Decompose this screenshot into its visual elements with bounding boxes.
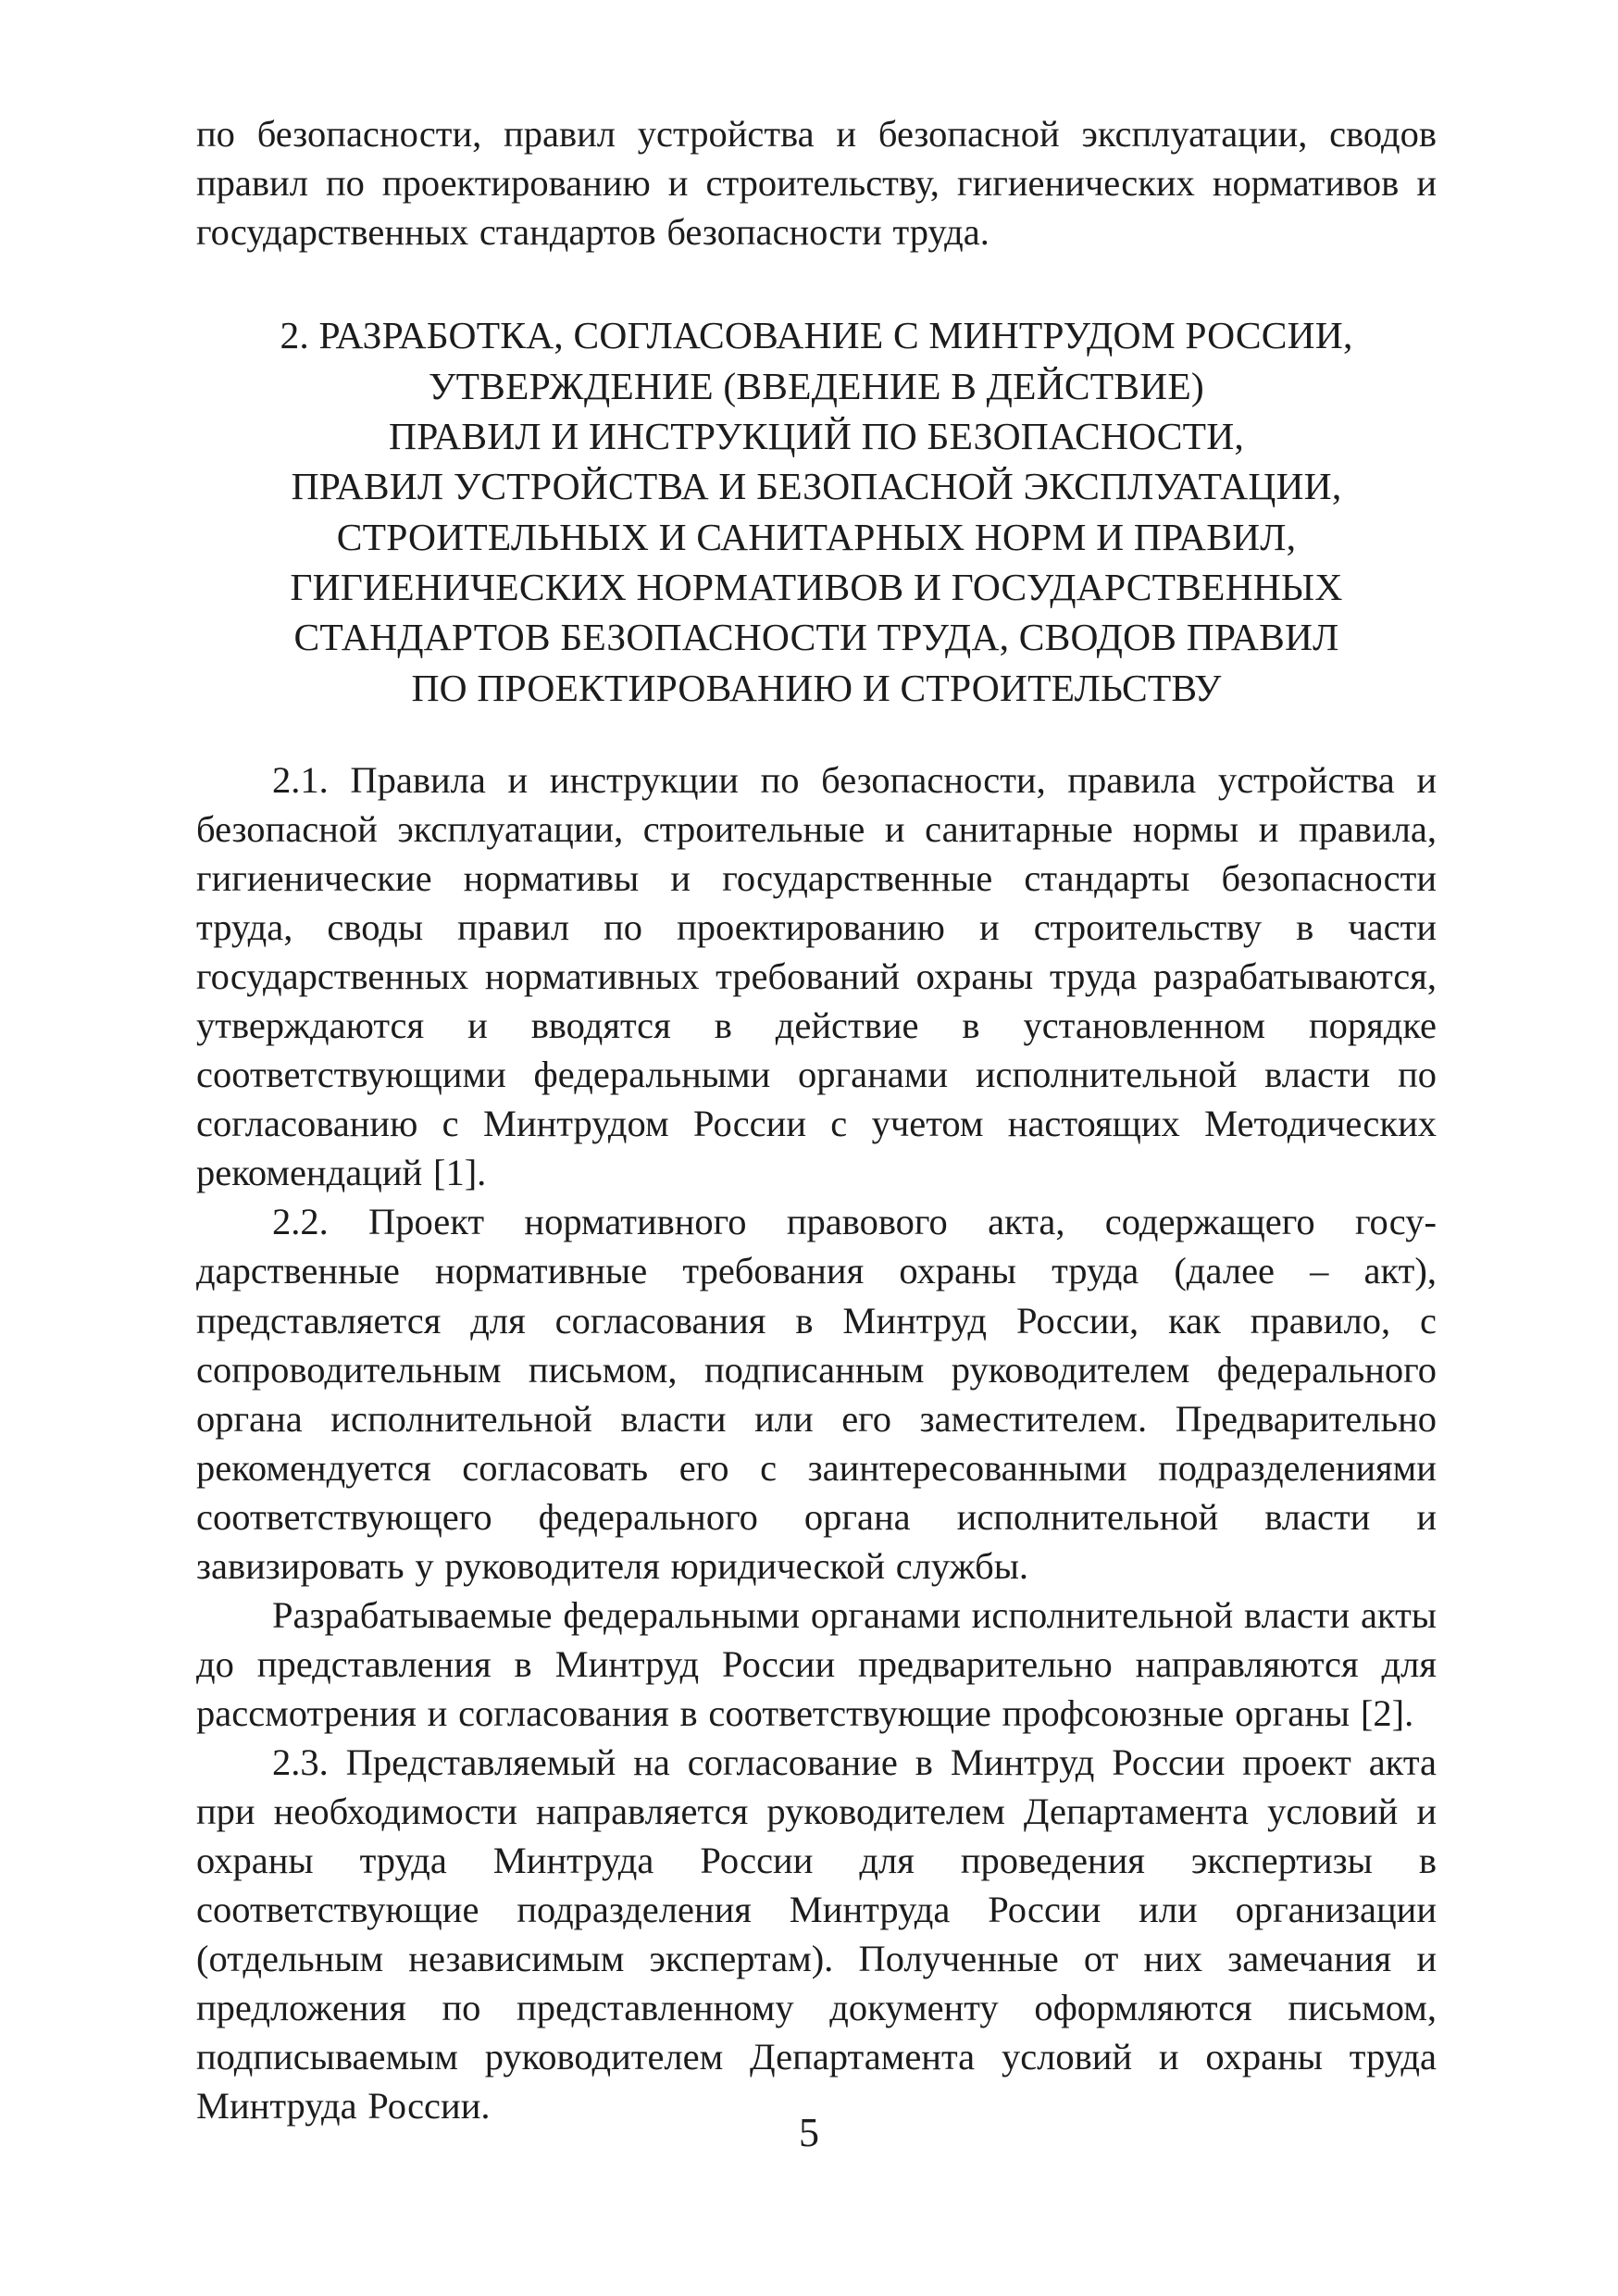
paragraph-2-1: 2.1. Правила и инструкции по безопасности, правила устройства и безопасной эксплуатации, строительные и санитарные нормы и правила, гигиенические нормативы и государственные стандарты безопасности труда, своды правил по проектированию и строительству в части государственных нормативных требований охраны труда разрабатываются, утверждаются и вводятся в действие в установленном порядке соответствующими федеральными органами исполнительной власти по согласованию с Минтрудом России с учетом настоящих Методических рекомендаций [1]. bbox=[196, 759, 1437, 1194]
paragraph-2-3: 2.3. Представляемый на согласование в Минтруд России проект акта при необходимости направляется руководителем Департамента условий и охраны труда Минтруда России для проведения экспертизы в соответствующие подразделения Минтруда России или организации (отдельным независимым экспертам). Полученные от них замечания и предложения по представленному документу оформляются письмом, подписываемым руководителем Департамента условий и охраны труда Минтруда России. bbox=[196, 1741, 1437, 2128]
section-heading-line: СТРОИТЕЛЬНЫХ И САНИТАРНЫХ НОРМ И ПРАВИЛ, bbox=[336, 515, 1297, 558]
section-heading-line: ПРАВИЛ УСТРОЙСТВА И БЕЗОПАСНОЙ ЭКСПЛУАТАЦИИ, bbox=[291, 465, 1342, 508]
section-heading-line: ПРАВИЛ И ИНСТРУКЦИЙ ПО БЕЗОПАСНОСТИ, bbox=[389, 414, 1244, 457]
intro-paragraph: по безопасности, правил устройства и безопасной эксплуатации, сводов правил по проектированию и строительству, гигиенических нормативов и государственных стандартов безопасности труда. bbox=[196, 113, 1437, 254]
paragraph-2-2: 2.2. Проект нормативного правового акта, содержащего государственные нормативные требования охраны труда (далее – акт), представляется для согласования в Минтруд России, как правило, с сопроводительным письмом, подписанным руководителем федерального органа исполнительной власти или его заместителем. Предварительно рекомендуется согласовать его с заинтересованными подразделениями соответствующего федерального органа исполнительной власти и завизировать у руководителя юридической службы. bbox=[196, 1201, 1437, 1587]
document-page bbox=[196, 109, 1437, 2130]
section-heading bbox=[196, 310, 1437, 713]
section-heading-line: ПО ПРОЕКТИРОВАНИЮ И СТРОИТЕЛЬСТВУ bbox=[411, 666, 1222, 709]
section-heading-line: УТВЕРЖДЕНИЕ (ВВЕДЕНИЕ В ДЕЙСТВИЕ) bbox=[429, 364, 1204, 407]
section-heading-line: 2. РАЗРАБОТКА, СОГЛАСОВАНИЕ С МИНТРУДОМ РОССИИ, bbox=[280, 314, 1353, 357]
section-heading-line: СТАНДАРТОВ БЕЗОПАСНОСТИ ТРУДА, СВОДОВ ПРАВИЛ bbox=[293, 616, 1339, 659]
page-number: 5 bbox=[799, 2110, 819, 2155]
section-heading-line: ГИГИЕНИЧЕСКИХ НОРМАТИВОВ И ГОСУДАРСТВЕННЫХ bbox=[290, 565, 1343, 608]
paragraph-2-2-continued: Разрабатываемые федеральными органами исполнительной власти акты до представления в Минтруд России предварительно направляются для рассмотрения и согласования в соответствующие профсоюзные органы [2]. bbox=[196, 1593, 1437, 1734]
